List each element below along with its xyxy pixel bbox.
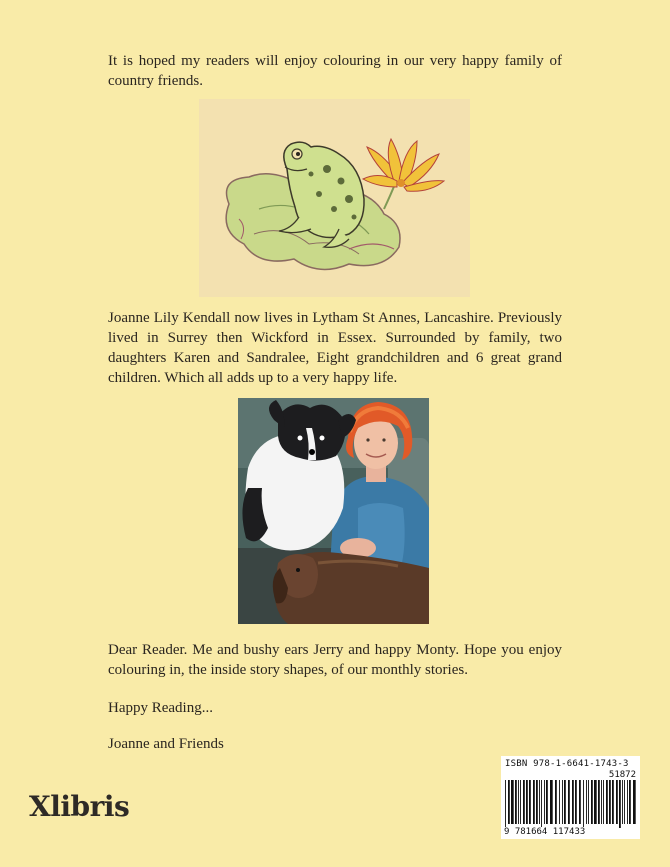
barcode-bar — [559, 780, 560, 824]
barcode-bar — [515, 780, 517, 824]
barcode-bar — [529, 780, 531, 824]
barcode-bar — [505, 780, 506, 828]
barcode-bar — [598, 780, 600, 824]
barcode-bar — [568, 780, 570, 824]
barcode-bar — [511, 780, 514, 824]
barcode-bar — [550, 780, 553, 824]
barcode-bar — [624, 780, 625, 824]
isbn-barcode — [501, 756, 640, 839]
barcode-bar — [546, 780, 548, 824]
barcode-bar — [518, 780, 519, 824]
barcode-bar — [579, 780, 581, 824]
barcode-bar — [606, 780, 608, 824]
author-photo — [238, 398, 429, 624]
barcode-bar — [609, 780, 611, 824]
barcode-bar — [583, 780, 584, 828]
barcode-digits: 9 781664 117433 — [504, 827, 586, 837]
barcode-bar — [520, 780, 521, 824]
barcode-bar — [533, 780, 535, 824]
barcode-bar — [601, 780, 602, 824]
barcode-bar — [586, 780, 587, 824]
barcode-bar — [564, 780, 566, 824]
publisher-logo: Xlibris — [29, 790, 130, 823]
barcode-bar — [562, 780, 563, 824]
barcode-bar — [633, 780, 636, 824]
intro-paragraph: It is hoped my readers will enjoy colouring in our very happy family of country friends. — [108, 53, 562, 89]
barcode-bar — [575, 780, 577, 824]
barcode-bar — [526, 780, 528, 824]
barcode-bar — [523, 780, 525, 824]
barcode-bar — [541, 780, 542, 828]
barcode-bar — [539, 780, 540, 824]
barcode-bar — [616, 780, 618, 824]
barcode-bar — [594, 780, 597, 824]
barcode-bar — [629, 780, 631, 824]
barcode-bar — [536, 780, 538, 824]
barcode-bar — [588, 780, 589, 824]
barcode-bar — [619, 780, 621, 828]
isbn-number: ISBN 978-1-6641-1743-3 — [505, 759, 629, 769]
barcode-bar — [555, 780, 557, 824]
barcode-bar — [627, 780, 628, 824]
signoff-text: Joanne and Friends — [108, 736, 224, 752]
dear-reader-paragraph: Dear Reader. Me and bushy ears Jerry and happy Monty. Hope you enjoy colouring in, the inside story shapes, of our monthly stories. — [108, 642, 562, 678]
happy-reading-text: Happy Reading... — [108, 700, 213, 716]
barcode-bar — [622, 780, 623, 824]
barcode-bar — [603, 780, 604, 824]
barcode-bar — [544, 780, 545, 824]
barcode-price-code: 51872 — [608, 770, 636, 780]
barcode-bar — [612, 780, 614, 824]
barcode-bar — [591, 780, 593, 824]
author-bio-paragraph: Joanne Lily Kendall now lives in Lytham St Annes, Lancashire. Previously lived in Surrey then Wickford in Essex. Surrounded by family, two daughters Karen and Sandralee, Eight grandchildren and 6 great grand children. Which all adds up to a very happy life. — [108, 310, 562, 386]
barcode-bars — [504, 780, 637, 828]
barcode-bar — [572, 780, 574, 824]
frog-illustration — [199, 99, 470, 297]
barcode-bar — [508, 780, 510, 824]
